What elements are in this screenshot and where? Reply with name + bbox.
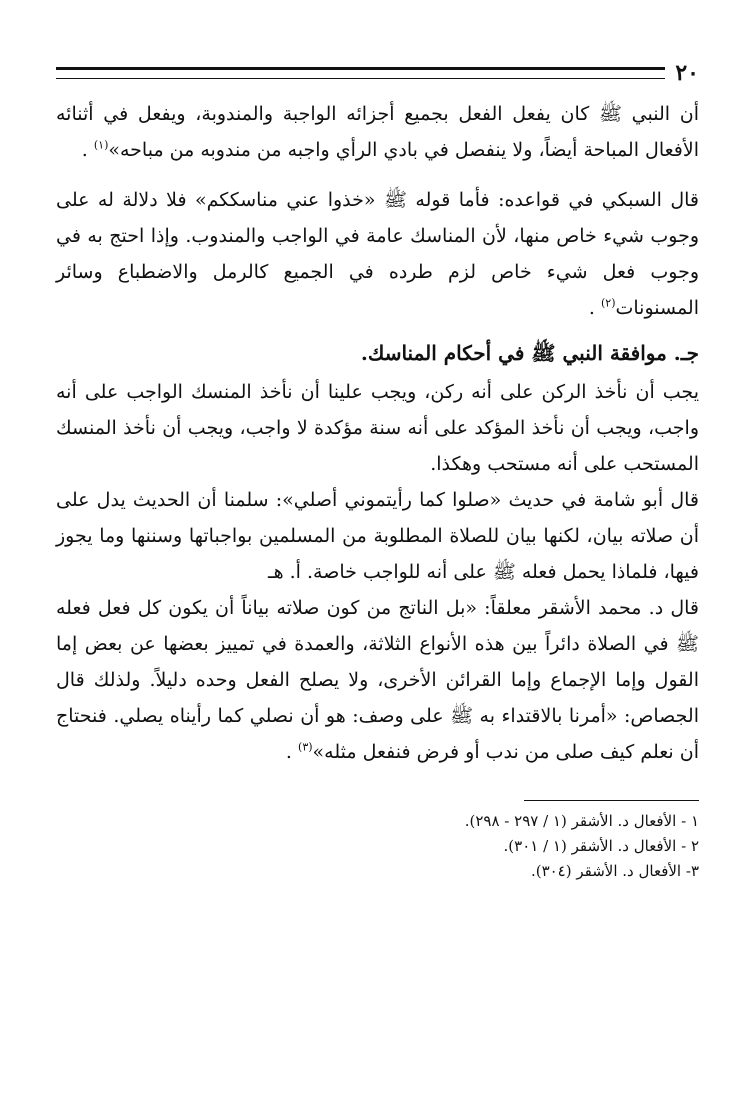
- footnote-ref-1: (١): [93, 138, 109, 152]
- page-number: ٢٠: [675, 60, 699, 86]
- paragraph-2-tail: .: [588, 297, 601, 319]
- footnote-separator: [524, 800, 699, 801]
- main-text: [56, 96, 699, 770]
- footnote-3: ٣- الأفعال د. الأشقر (٣٠٤).: [530, 862, 699, 880]
- footnotes: [56, 809, 699, 884]
- section-paragraph-3-text: قال د. محمد الأشقر معلقاً: «بل الناتج من كون صلاته بياناً أن يكون كل فعل فعله ﷺ في الصلاة دائراً بين هذه الأنواع الثلاثة، والعمدة في تمييز بعضها عن بعض إما القول وإما الإجماع وإما القرائن الأخرى، ولا يصلح الفعل وحده دليلاً. ولذلك قال الجصاص: «أمرنا بالاقتداء به ﷺ على وصف: هو أن نصلي كما رأيناه يصلي. فنحتاج أن نعلم كيف صلى من ندب أو فرض فنفعل مثله»: [56, 597, 699, 763]
- paragraph-2-text: قال السبكي في قواعده: فأما قوله ﷺ «خذوا عني مناسككم» فلا دلالة له على وجوب شيء خاص منها، لأن المناسك عامة في الواجب والمندوب. وإذا احتج به في وجوب فعل شيء خاص لزم طرده في الجميع كالرمل والاضطباع وسائر المسنونات: [56, 189, 699, 319]
- section-paragraph-3-tail: .: [285, 741, 299, 763]
- section-paragraph-1: يجب أن نأخذ الركن على أنه ركن، ويجب علينا أن نأخذ المنسك الواجب على أنه واجب، ويجب أن نأخذ المؤكد على أنه سنة مؤكدة لا واجب، ويجب أن نأخذ المنسك المستحب على أنه مستحب وهكذا.: [56, 381, 699, 475]
- paragraph-1-text: أن النبي ﷺ كان يفعل الفعل بجميع أجزائه الواجبة والمندوبة، ويفعل في أثنائه الأفعال المباحة أيضاً، ولا ينفصل في بادي الرأي واجبه من مندوبه من مباحه»: [56, 103, 699, 161]
- paragraph-1-tail: .: [81, 139, 94, 161]
- book-page: [56, 60, 699, 1060]
- page-header: [56, 60, 699, 86]
- footnote-ref-2: (٢): [600, 296, 616, 310]
- section-paragraph-3: [56, 590, 699, 770]
- header-rule: [56, 67, 665, 79]
- section-heading: جـ. موافقة النبي ﷺ في أحكام المناسك.: [360, 341, 699, 365]
- paragraph-2: [56, 182, 699, 326]
- footnote-1: ١ - الأفعال د. الأشقر (١ / ٢٩٧ - ٢٩٨).: [464, 812, 699, 830]
- footnote-2: ٢ - الأفعال د. الأشقر (١ / ٣٠١).: [503, 837, 699, 855]
- section-paragraph-2: قال أبو شامة في حديث «صلوا كما رأيتموني أصلي»: سلمنا أن الحديث يدل على أن صلاته بيان، لكنها بيان للصلاة المطلوبة من المسلمين بواجباتها وسننها وما يجوز فيها، فلماذا يحمل فعله ﷺ على أنه للواجب خاصة. أ. هـ: [56, 489, 699, 583]
- footnote-ref-3: (٣): [298, 740, 313, 754]
- paragraph-1: [56, 96, 699, 168]
